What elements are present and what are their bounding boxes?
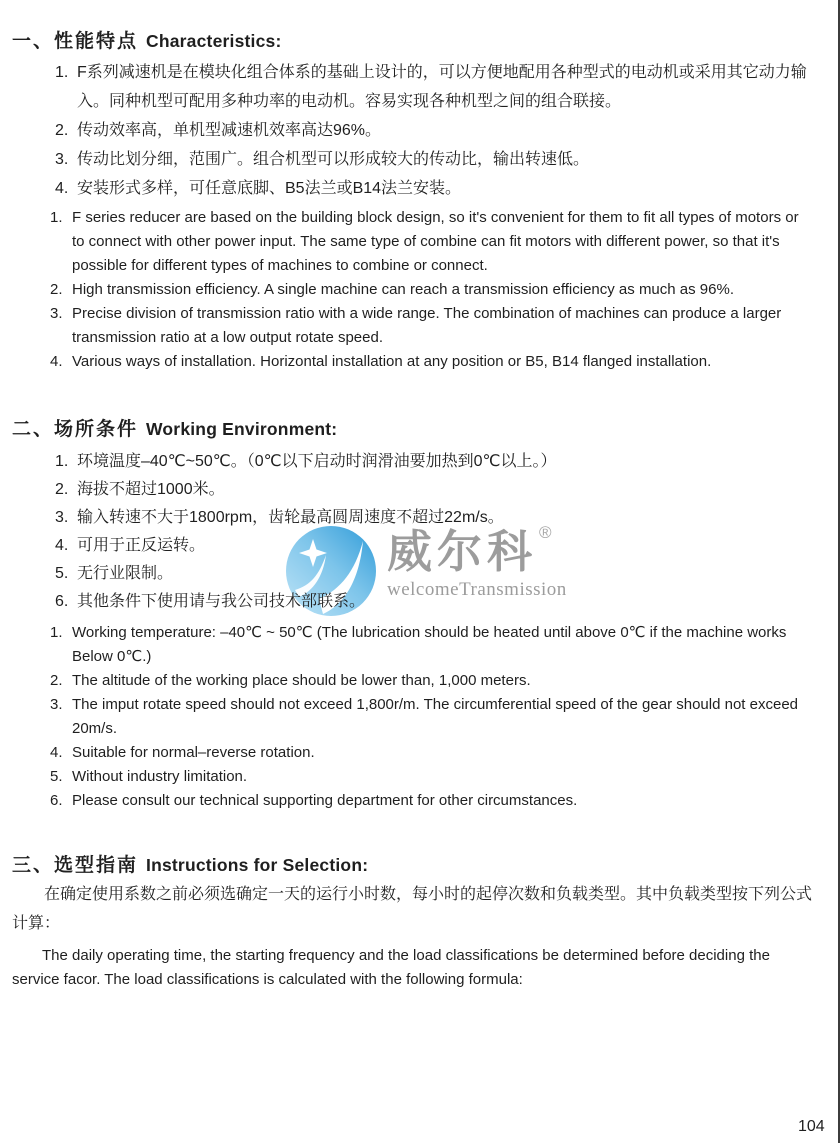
item-text: The imput rotate speed should not exceed 1,800r/m. The circumferential speed of the gear should not exceed 20m/s.	[72, 696, 798, 737]
item-text: Precise division of transmission ratio with a wide range. The combination of machines can produce a larger transmission ratio at a low output rotate speed.	[72, 305, 782, 346]
characteristics-list-cn	[55, 58, 833, 203]
page-number: 104	[798, 1118, 825, 1135]
list-item	[50, 206, 830, 278]
brand-name-en: welcomeTransmission	[387, 578, 567, 600]
item-text: 可用于正反运转。	[77, 537, 206, 554]
item-number: 3.	[50, 696, 63, 713]
list-item	[55, 532, 833, 560]
list-item	[55, 116, 833, 145]
registered-trademark-icon: ®	[539, 523, 552, 542]
item-number: 5.	[55, 565, 69, 582]
item-text: Without industry limitation.	[72, 768, 248, 785]
item-number: 6.	[50, 792, 63, 809]
list-item	[50, 669, 834, 693]
list-item	[50, 789, 834, 813]
list-item	[55, 588, 833, 616]
section-3-heading-cn: 三、选型指南	[12, 855, 139, 876]
item-text: Working temperature: –40℃ ~ 50℃ (The lubrication should be heated until above 0℃ if the machine works Below 0℃.)	[72, 624, 787, 665]
item-number: 2.	[55, 122, 69, 139]
section-3-heading-en: Instructions for Selection:	[146, 855, 369, 875]
section-2-heading-en: Working Environment:	[146, 419, 338, 439]
section-3-heading	[12, 850, 368, 878]
list-item	[50, 621, 834, 669]
item-text: Please consult our technical supporting department for other circumstances.	[72, 792, 578, 809]
brand-name-cn: 威尔科	[387, 526, 538, 577]
item-text: 传动比划分细，范围广。组合机型可以形成较大的传动比，输出转速低。	[77, 151, 590, 168]
list-item	[50, 765, 834, 789]
item-number: 1.	[55, 453, 69, 470]
section-2-heading-cn: 二、场所条件	[12, 419, 139, 440]
item-number: 3.	[55, 151, 69, 168]
section-1-heading-en: Characteristics:	[146, 31, 282, 51]
item-text: High transmission efficiency. A single machine can reach a transmission efficiency as much as 96%.	[72, 281, 734, 298]
item-text: The altitude of the working place should be lower than, 1,000 meters.	[72, 672, 531, 689]
item-number: 1.	[50, 209, 63, 226]
item-number: 6.	[55, 593, 69, 610]
item-text: 传动效率高，单机型减速机效率高达96%。	[77, 122, 382, 139]
item-number: 5.	[50, 768, 63, 785]
item-number: 3.	[50, 305, 63, 322]
item-number: 4.	[55, 537, 69, 554]
item-number: 1.	[55, 64, 69, 81]
list-item	[50, 350, 830, 374]
item-number: 2.	[50, 281, 63, 298]
item-number: 4.	[50, 744, 63, 761]
list-item	[55, 58, 833, 116]
list-item	[55, 504, 833, 532]
item-text: 输入转速不大于1800rpm，齿轮最高圆周速度不超过22m/s。	[77, 509, 504, 526]
list-item	[50, 302, 830, 350]
item-text: 安装形式多样，可任意底脚、B5法兰或B14法兰安装。	[77, 180, 462, 197]
item-number: 4.	[55, 180, 69, 197]
item-number: 2.	[50, 672, 63, 689]
list-item	[55, 448, 833, 476]
section-1-heading-cn: 一、性能特点	[12, 31, 139, 52]
list-item	[55, 145, 833, 174]
section-1-heading	[12, 26, 282, 54]
list-item	[55, 476, 833, 504]
list-item	[50, 693, 834, 741]
characteristics-list-en	[50, 206, 830, 374]
list-item	[50, 278, 830, 302]
section-2-heading	[12, 414, 337, 442]
selection-paragraph-en: The daily operating time, the starting frequency and the load classifications be determined before deciding the service facor. The load classifications is calculated with the following formula:	[12, 947, 770, 988]
item-number: 2.	[55, 481, 69, 498]
item-number: 3.	[55, 509, 69, 526]
list-item	[50, 741, 834, 765]
working-environment-list-cn	[55, 448, 833, 616]
item-number: 4.	[50, 353, 63, 370]
item-number: 1.	[50, 624, 63, 641]
item-text: Various ways of installation. Horizontal installation at any position or B5, B14 flanged installation.	[72, 353, 712, 370]
item-text: 其他条件下使用请与我公司技术部联系。	[77, 593, 366, 610]
list-item	[55, 560, 833, 588]
item-text: 无行业限制。	[77, 565, 174, 582]
item-text: 海拔不超过1000米。	[77, 481, 225, 498]
working-environment-list-en	[50, 621, 834, 813]
item-text: Suitable for normal–reverse rotation.	[72, 744, 315, 761]
item-text: F系列减速机是在模块化组合体系的基础上设计的，可以方便地配用各种型式的电动机或采用其它动力输入。同种机型可配用多种功率的电动机。容易实现各种机型之间的组合联接。	[77, 64, 807, 110]
list-item	[55, 174, 833, 203]
item-text: 环境温度–40℃~50℃。（0℃以下启动时润滑油要加热到0℃以上。）	[77, 453, 557, 470]
selection-paragraph-cn: 在确定使用系数之前必须选确定一天的运行小时数，每小时的起停次数和负载类型。其中负载类型按下列公式计算：	[12, 886, 813, 932]
item-text: F series reducer are based on the building block design, so it's convenient for them to fit all types of motors or to connect with other power input. The same type of combine can fit motors with different power, so that it's possible for different types of machines to combine or connect.	[72, 209, 799, 274]
